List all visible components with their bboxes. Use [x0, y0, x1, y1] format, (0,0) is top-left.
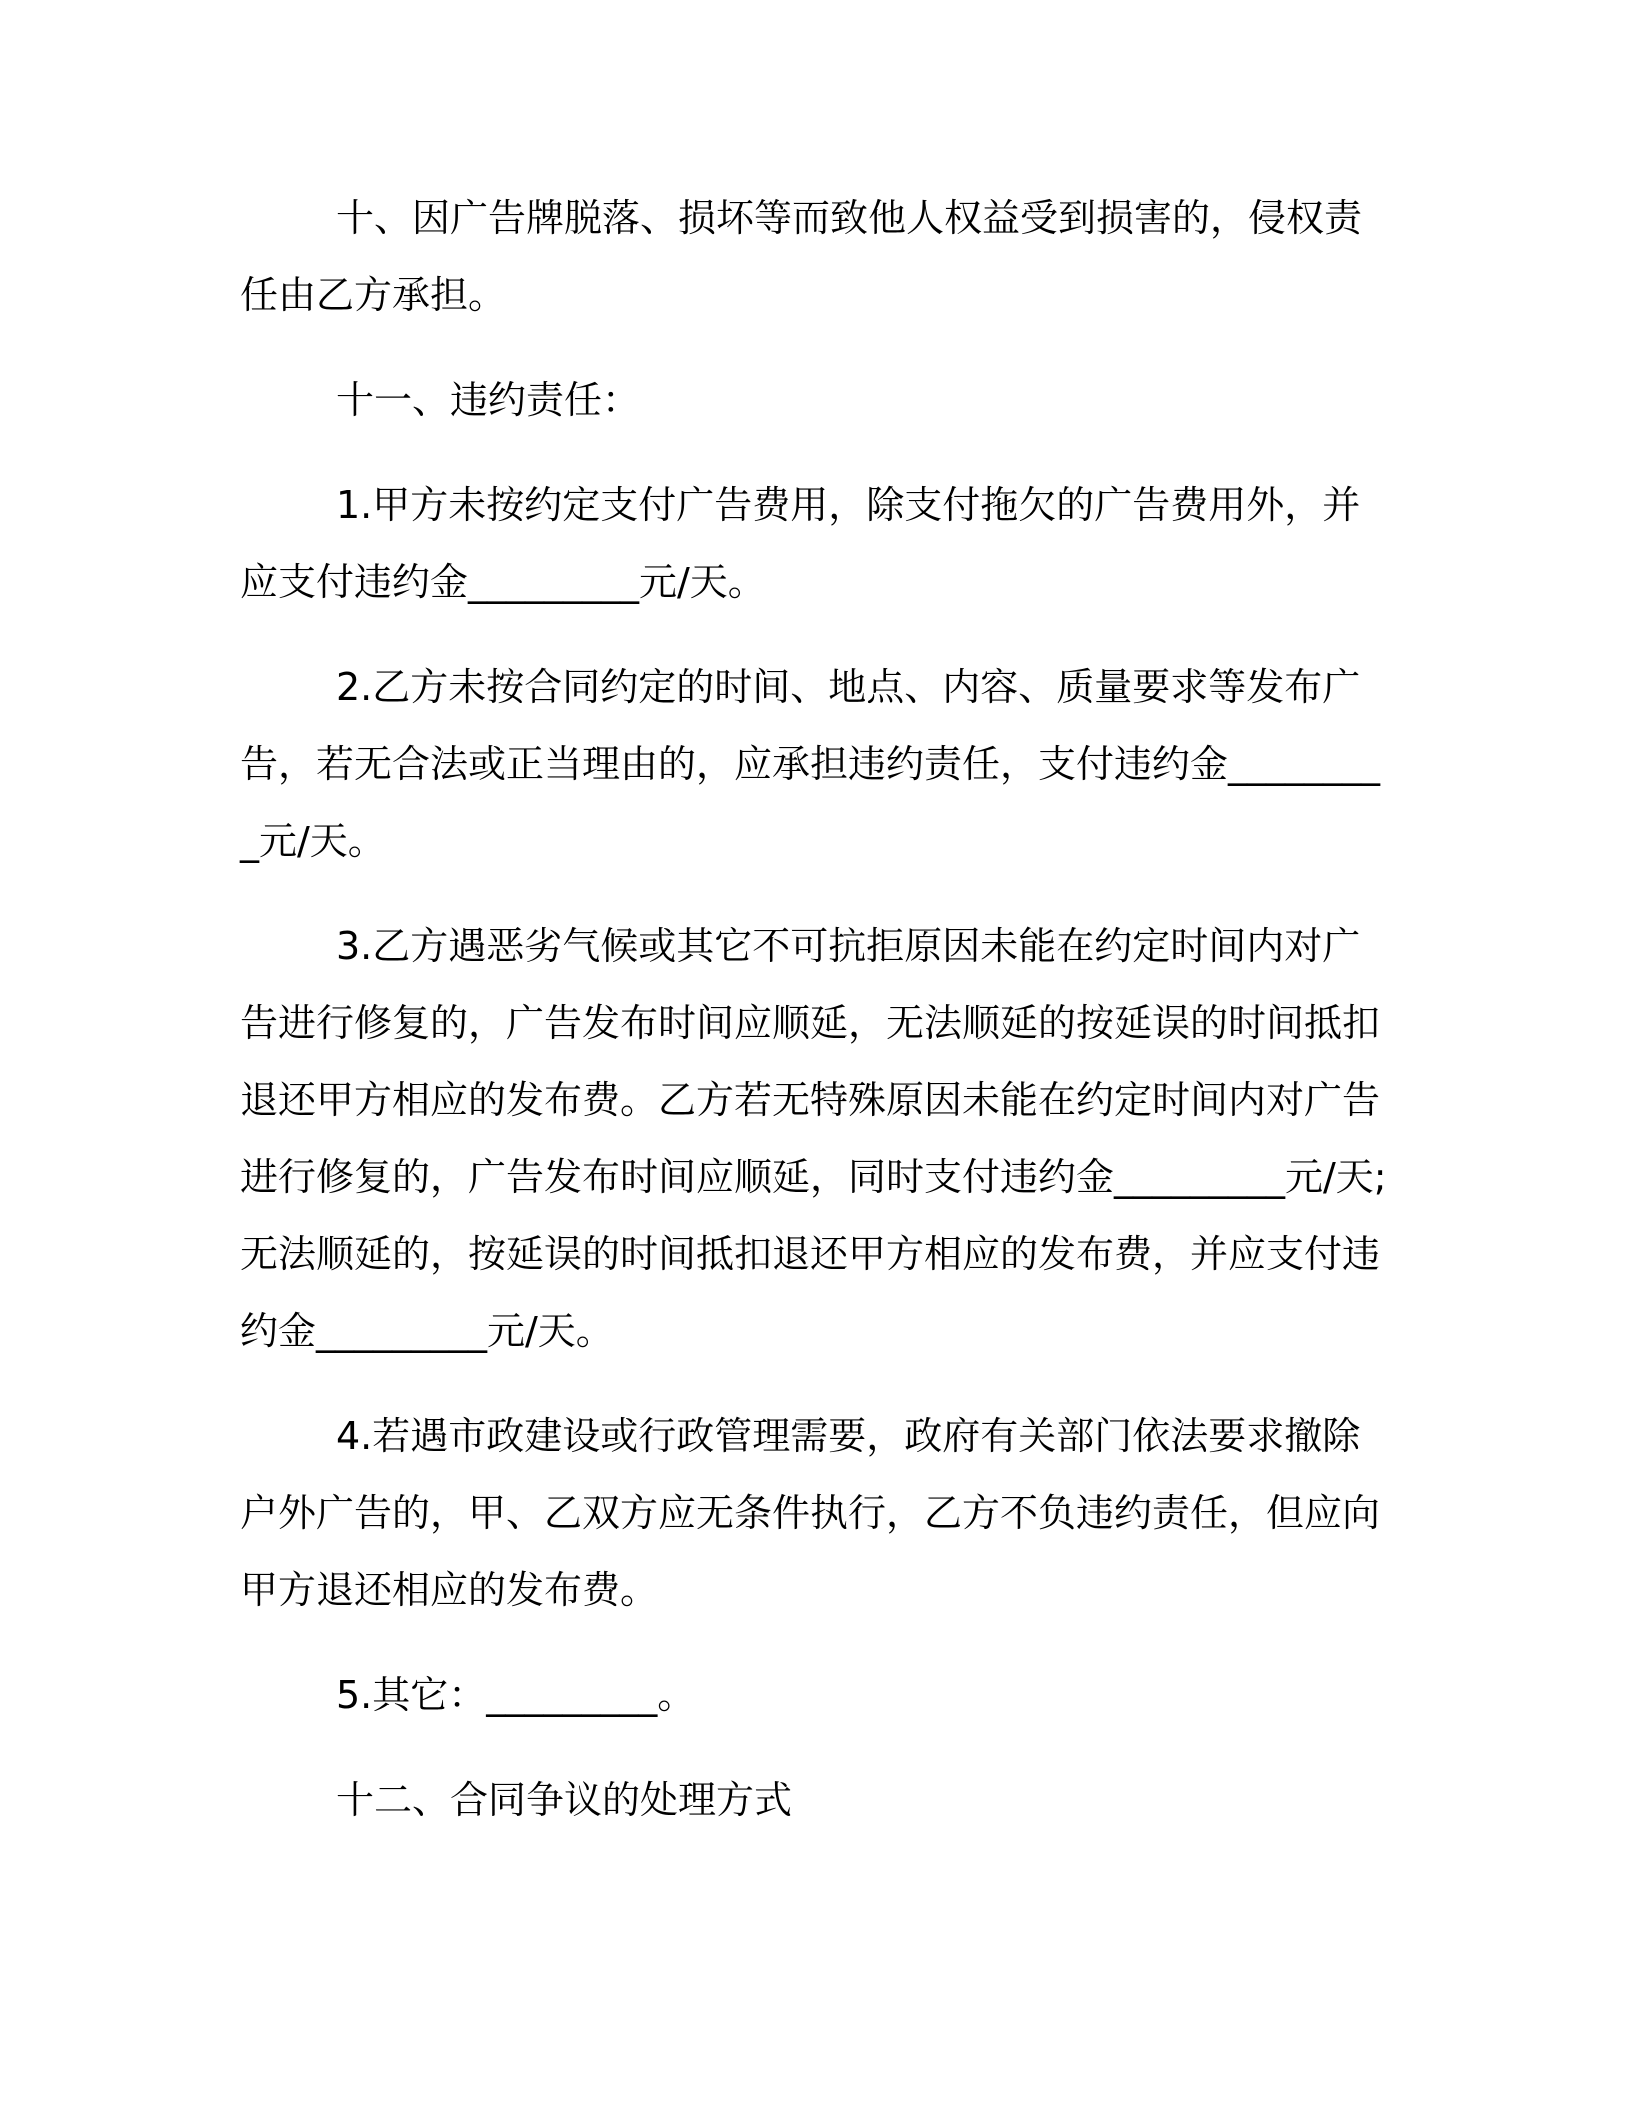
paragraph-item-4: 4.若遇市政建设或行政管理需要，政府有关部门依法要求撤除户外广告的，甲、乙双方应无条件执行，乙方不负违约责任，但应向甲方退还相应的发布费。 [240, 1414, 1381, 1612]
heading-clause-12: 十二、合同争议的处理方式 [336, 1778, 793, 1822]
paragraph-item-1: 1.甲方未按约定支付广告费用，除支付拖欠的广告费用外，并应支付违约金_________元/天。 [240, 483, 1361, 604]
paragraph-item-5: 5.其它：_________。 [336, 1673, 696, 1717]
paragraph-clause-10: 十、因广告牌脱落、损坏等而致他人权益受到损害的，侵权责任由乙方承担。 [240, 196, 1363, 317]
paragraph-item-2: 2.乙方未按合同约定的时间、地点、内容、质量要求等发布广告，若无合法或正当理由的，应承担违约责任，支付违约金_________元/天。 [240, 665, 1381, 863]
heading-clause-11: 十一、违约责任： [336, 378, 641, 422]
document-page [240, 180, 1390, 1867]
paragraph-item-3: 3.乙方遇恶劣气候或其它不可抗拒原因未能在约定时间内对广告进行修复的，广告发布时间应顺延，无法顺延的按延误的时间抵扣退还甲方相应的发布费。乙方若无特殊原因未能在约定时间内对广告进行修复的，广告发布时间应顺延，同时支付违约金_________元/天;无法顺延的，按延误的时间抵扣退还甲方相应的发布费，并应支付违约金_________元/天。 [240, 924, 1387, 1353]
